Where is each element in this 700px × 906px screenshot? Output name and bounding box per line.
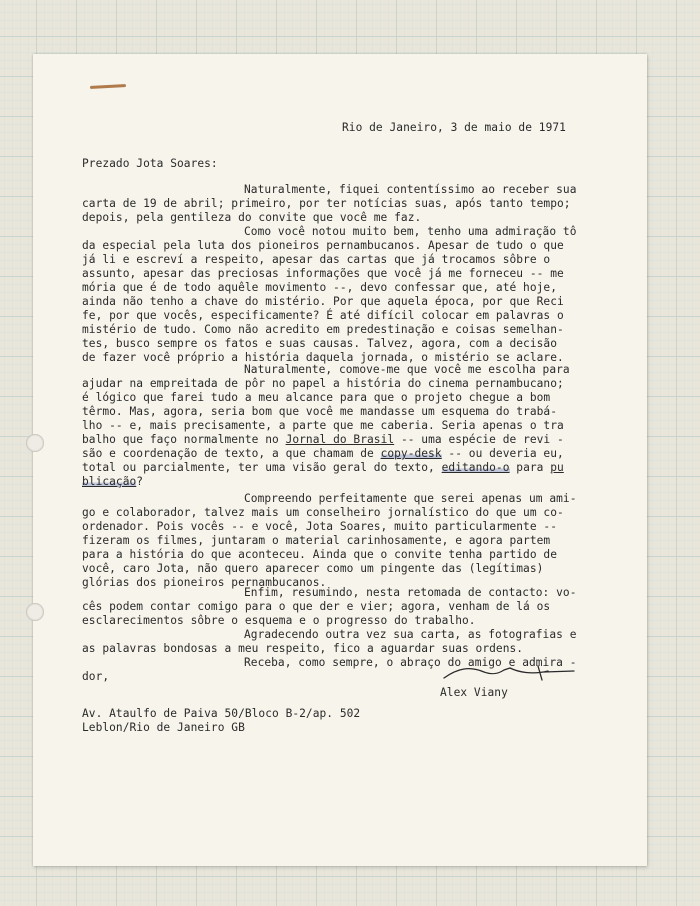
paragraph-6-line-2: as palavras bondosas a meu respeito, fico a aguardar suas ordens. <box>82 642 524 655</box>
paragraph-4-line-7: glórias dos pioneiros pernambucanos. <box>82 576 327 589</box>
paragraph-3-line-2: ajudar na empreitada de pôr no papel a história do cinema pernambucano; <box>82 377 564 390</box>
paragraph-3-line-5: lho -- e, mais precisamente, a parte que me caberia. Seria apenas o tra <box>82 419 564 432</box>
salutation: Prezado Jota Soares: <box>82 157 218 170</box>
paragraph-3-line-3: é lógico que farei tudo a meu alcance para que o projeto chegue a bom <box>82 391 551 404</box>
paragraph-2-line-3: já li e escreví a respeito, apesar das cartas que já trocamos sôbre o <box>82 253 551 266</box>
paragraph-4-line-2: go e colaborador, talvez mais um conselheiro jornalístico do que um co- <box>82 506 564 519</box>
paragraph-6-line-1: Agradecendo outra vez sua carta, as fotografias e <box>244 628 577 641</box>
paragraph-3-line-1: Naturalmente, comove-me que você me escolha para <box>244 363 570 376</box>
paragraph-2-line-4: assunto, apesar das preciosas informações que você já me forneceu -- me <box>82 267 564 280</box>
signature-name: Alex Viany <box>440 686 508 699</box>
paragraph-3-line-7: são e coordenação de texto, a que chamam de copy-desk -- ou deveria eu, <box>82 447 564 460</box>
handwritten-signature <box>440 662 580 684</box>
closing-line-1: Receba, como sempre, o abraço do amigo e admira - <box>244 656 577 669</box>
letter-date: Rio de Janeiro, 3 de maio de 1971 <box>342 121 566 134</box>
paragraph-1-line-1: Naturalmente, fiquei contentíssimo ao receber sua <box>244 183 577 196</box>
paragraph-2-line-1: Como você notou muito bem, tenho uma admiração tô <box>244 225 577 238</box>
paragraph-3-line-8: total ou parcialmente, ter uma visão geral do texto, editando-o para pu <box>82 461 564 474</box>
paragraph-3-line-4: têrmo. Mas, agora, seria bom que você me mandasse um esquema do trabá- <box>82 405 557 418</box>
paragraph-4-line-1: Compreendo perfeitamente que serei apenas um ami- <box>244 492 577 505</box>
paragraph-2-line-6: ainda não tenho a chave do mistério. Por que aquela época, por que Reci <box>82 295 564 308</box>
paragraph-3-line-6: balho que faço normalmente no Jornal do Brasil -- uma espécie de revi - <box>82 433 564 446</box>
paragraph-2-line-5: mória que é de todo aquêle movimento --, devo confessar que, até hoje, <box>82 281 557 294</box>
address-line-2: Leblon/Rio de Janeiro GB <box>82 721 245 734</box>
letter-sheet <box>33 54 647 866</box>
paragraph-4-line-5: para a história do que aconteceu. Ainda que o convite tenha partido de <box>82 548 557 561</box>
paragraph-5-line-3: esclarecimentos sôbre o esquema e o progresso do trabalho. <box>82 614 476 627</box>
paragraph-2-line-2: da especial pela luta dos pioneiros pernambucanos. Apesar de tudo o que <box>82 239 564 252</box>
punch-hole-bottom <box>26 603 44 621</box>
paragraph-2-line-9: tes, busco sempre os fatos e suas causas. Talvez, agora, com a decisão <box>82 337 557 350</box>
paragraph-2-line-8: mistério de tudo. Como não acredito em predestinação e coisas semelhan- <box>82 323 564 336</box>
paragraph-1-line-2: carta de 19 de abril; primeiro, por ter notícias suas, após tanto tempo; <box>82 197 571 210</box>
paragraph-4-line-4: fizeram os filmes, juntaram o material carinhosamente, e agora partem <box>82 534 551 547</box>
paragraph-2-line-7: fe, por que vocês, especificamente? É até difícil colocar em palavras o <box>82 309 564 322</box>
paragraph-4-line-6: você, caro Jota, não quero aparecer como um pingente das (legítimas) <box>82 562 544 575</box>
paragraph-4-line-3: ordenador. Pois vocês -- e você, Jota Soares, muito particularmente -- <box>82 520 557 533</box>
paragraph-2-line-10: de fazer você próprio a história daquela jornada, o mistério se aclare. <box>82 351 564 364</box>
paragraph-5-line-2: cês podem contar comigo para o que der e vier; agora, venham de lá os <box>82 600 551 613</box>
paragraph-3-line-9: blicação? <box>82 475 144 488</box>
paragraph-5-line-1: Enfim, resumindo, nesta retomada de contacto: vo- <box>244 586 577 599</box>
punch-hole-top <box>26 434 44 452</box>
address-line-1: Av. Ataulfo de Paiva 50/Bloco B-2/ap. 502 <box>82 707 361 720</box>
closing-line-2: dor, <box>82 670 110 683</box>
paragraph-1-line-3: depois, pela gentileza do convite que você me faz. <box>82 211 422 224</box>
